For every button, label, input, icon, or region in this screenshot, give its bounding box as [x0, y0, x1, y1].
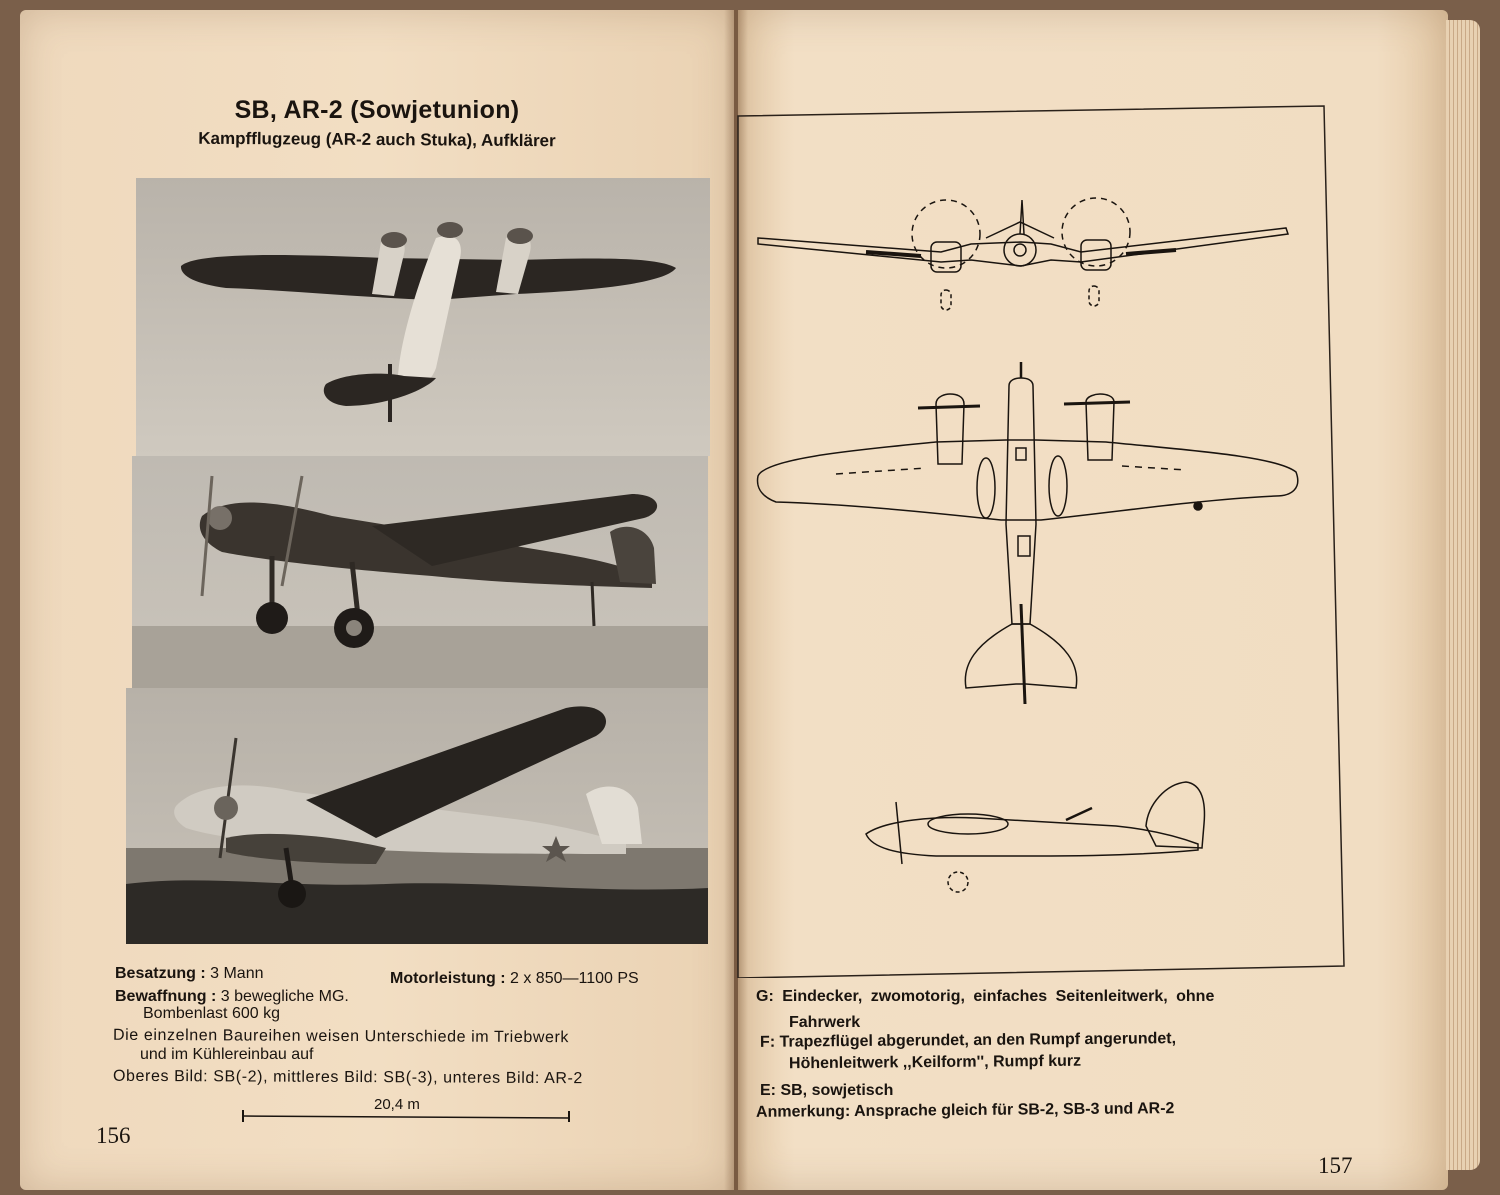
- photo-middle-sb3: [132, 456, 708, 688]
- spec-bombenlast: Bombenlast 600 kg: [143, 1005, 280, 1022]
- besatzung-value: 3 Mann: [210, 965, 264, 982]
- spec-baureihen-note: Die einzelnen Baureihen weisen Unterschiede im Triebwerk: [112, 1026, 570, 1047]
- identification-e-line: E: SB, sowjetisch: [760, 1082, 894, 1099]
- page-number-left: 156: [96, 1123, 131, 1148]
- wingspan-scale-label: 20,4 m: [374, 1096, 420, 1113]
- motor-label: Motorleistung :: [390, 970, 506, 987]
- identification-f-line1: F: Trapezflügel abgerundet, an den Rumpf angerundet,: [759, 1030, 1177, 1051]
- identification-g-line1: G: Eindecker, zwomotorig, einfaches Seitenleitwerk, ohne: [756, 988, 1215, 1005]
- three-view-drawing: [736, 104, 1346, 978]
- photo-top-sb2: [136, 178, 710, 456]
- bewaffnung-label: Bewaffnung :: [115, 988, 217, 1005]
- bewaffnung-value: 3 bewegliche MG.: [220, 988, 349, 1005]
- photo-caption: Oberes Bild: SB(-2), mittleres Bild: SB(-3), unteres Bild: AR-2: [112, 1067, 583, 1088]
- identification-f-line2: Höhenleitwerk ,,Keilform'', Rumpf kurz: [788, 1052, 1082, 1073]
- page-subtitle: Kampfflugzeug (AR-2 auch Stuka), Aufklärer: [198, 128, 556, 151]
- spec-motorleistung: [390, 970, 639, 988]
- page-title: SB, AR-2 (Sowjetunion): [234, 96, 520, 124]
- front-view-drawing: [758, 198, 1288, 310]
- identification-anmerkung: Anmerkung: Ansprache gleich für SB-2, SB-3 und AR-2: [755, 1100, 1175, 1121]
- page-number-right: 157: [1318, 1153, 1353, 1178]
- page-edges: [1446, 20, 1480, 1170]
- besatzung-label: Besatzung :: [115, 965, 206, 982]
- spec-besatzung: [115, 965, 264, 983]
- plan-view-drawing: [758, 362, 1298, 704]
- wingspan-scale-bar: [242, 1108, 570, 1122]
- spec-kuehler-note: und im Kühlereinbau auf: [140, 1046, 314, 1063]
- identification-g-line2: Fahrwerk: [789, 1014, 861, 1031]
- spec-bewaffnung: [115, 988, 349, 1006]
- motor-value: 2 x 850—1100 PS: [510, 970, 639, 987]
- photo-bottom-ar2: [126, 688, 708, 944]
- side-view-drawing: [866, 782, 1204, 892]
